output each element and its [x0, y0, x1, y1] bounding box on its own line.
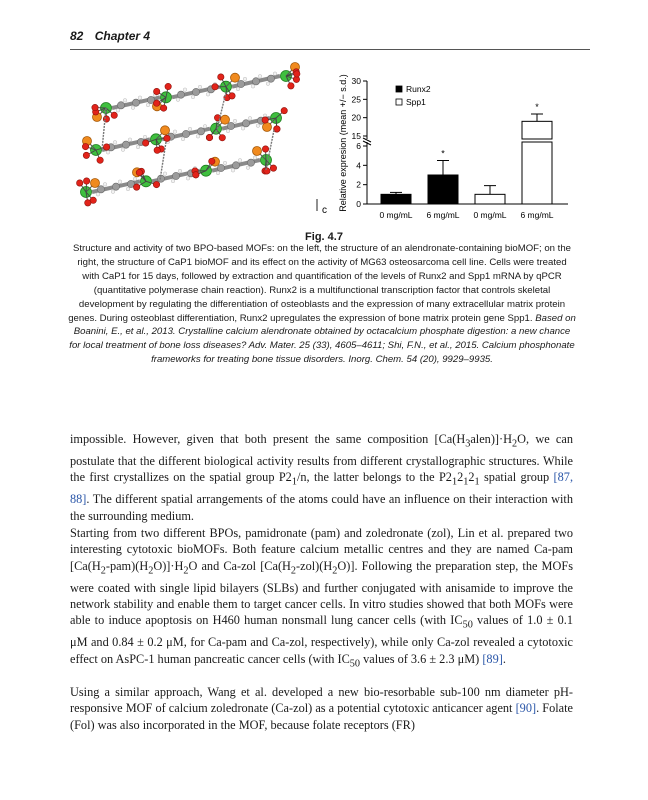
oxygen-atom [281, 107, 287, 113]
hydrogen-atom [178, 169, 182, 173]
oxygen-atom [219, 135, 225, 141]
caption-source: Based on Boanini, E., et al., 2013. Crystalline calcium alendronate obtained by octacalcium phosphate digestion: a new chance for local treatment of bone loss diseases? Adv. Mater. 25 (33), 4605–4611; Shi, F.N., et al., 2015. Calcium phosphonate frameworks for treating bone tissue disorders. Inorg. Chem. 54 (20), 9929–9935. [69, 312, 576, 366]
y-tick-label: 2 [356, 179, 361, 190]
oxygen-atom [206, 134, 212, 140]
y-tick-label: 0 [356, 199, 361, 209]
oxygen-atom [92, 104, 98, 110]
carbon-atom [132, 99, 139, 106]
oxygen-atom [83, 152, 89, 158]
oxygen-atom [153, 181, 159, 187]
oxygen-atom [153, 100, 159, 106]
carbon-atom [197, 128, 204, 135]
oxygen-atom [154, 147, 160, 153]
oxygen-atom [294, 71, 300, 77]
oxygen-atom [85, 200, 91, 206]
hydrogen-atom [203, 125, 207, 129]
hydrogen-atom [96, 193, 100, 197]
hydrogen-atom [226, 129, 230, 133]
bar-spp1 [475, 194, 505, 204]
legend-label-spp1: Spp1 [406, 97, 426, 107]
hydrogen-atom [241, 127, 245, 131]
bar-chart [338, 74, 568, 220]
hydrogen-atom [243, 77, 247, 81]
hydrogen-atom [251, 85, 255, 89]
oxygen-atom [97, 157, 103, 163]
oxygen-atom [165, 83, 171, 89]
page-number: 82 [70, 29, 84, 43]
hydrogen-atom [216, 171, 220, 175]
hydrogen-atom [133, 177, 137, 181]
x-tick-label: 6 mg/mL [426, 210, 460, 220]
paragraph-1: impossible. However, given that both present the same composition $[Ca(H_3alen)]\cdot H_2O$, we can postulate that the different biological activity results from different crystallographic structures. While the first crystallizes on the spatial group $P2_1/n$, the latter belongs to the $P2_12_12_1$ spatial group [87, 88]. The different spatial arrangements of the atoms could have an influence on their interaction with the surrounding medium. [70, 432, 574, 523]
hydrogen-atom [258, 75, 262, 79]
carbon-atom [177, 91, 184, 98]
hydrogen-atom [246, 166, 250, 170]
oxygen-atom [288, 83, 294, 89]
hydrogen-atom [128, 138, 132, 142]
hydrogen-atom [231, 169, 235, 173]
hydrogen-atom [136, 145, 140, 149]
carbon-atom [217, 164, 224, 171]
hydrogen-atom [176, 98, 180, 102]
hydrogen-atom [126, 187, 130, 191]
carbon-atom [237, 80, 244, 87]
oxygen-atom [212, 84, 218, 90]
legend-swatch-runx2 [396, 86, 402, 92]
oxygen-atom [153, 88, 159, 94]
chapter-title: Chapter 4 [94, 29, 151, 43]
hydrogen-atom [181, 137, 185, 141]
hydrogen-atom [191, 95, 195, 99]
hydrogen-atom [138, 96, 142, 100]
oxygen-atom [83, 178, 89, 184]
hydrogen-atom [173, 130, 177, 134]
citation-link-89[interactable]: [89] [482, 651, 503, 666]
carbon-atom [182, 130, 189, 137]
oxygen-atom [164, 135, 170, 141]
y-tick-label: 20 [351, 112, 361, 123]
oxygen-atom [160, 105, 166, 111]
figure-caption [68, 242, 576, 367]
y-tick-label: 30 [351, 76, 361, 86]
oxygen-atom [209, 158, 215, 164]
oxygen-atom [274, 126, 280, 132]
carbon-atom [247, 159, 254, 166]
hydrogen-atom [196, 135, 200, 139]
oxygen-atom [218, 74, 224, 80]
hydrogen-atom [103, 183, 107, 187]
legend-label-runx2: Runx2 [406, 84, 431, 94]
carbon-atom [117, 102, 124, 109]
hydrogen-atom [171, 179, 175, 183]
x-tick-label: 0 mg/mL [379, 210, 413, 220]
hydrogen-atom [266, 82, 270, 86]
bar-spp1-lower [522, 142, 552, 204]
oxygen-atom [103, 144, 109, 150]
legend-swatch-spp1 [396, 99, 402, 105]
oxygen-atom [262, 117, 268, 123]
hydrogen-atom [146, 103, 150, 107]
oxygen-atom [82, 143, 88, 149]
carbon-atom [122, 141, 129, 148]
hydrogen-atom [106, 151, 110, 155]
carbon-atom [97, 186, 104, 193]
oxygen-atom [229, 93, 235, 99]
carbon-atom [267, 75, 274, 82]
paragraph-3: Using a similar approach, Wang et al. developed a new bio-resorbable sub-100 nm diameter pH-responsive MOF of calcium zoledronate (Ca-zol) as a potential cytotoxic anticancer agent [90]. Folate (Fol) was also incorporated in the MOF, because folate receptors (FR) [70, 685, 573, 732]
oxygen-atom [136, 169, 142, 175]
hydrogen-atom [143, 135, 147, 139]
hydrogen-atom [188, 127, 192, 131]
significance-marker: * [535, 102, 539, 112]
figure-4-7 [0, 0, 648, 240]
y-axis-label: Relative expresion (mean +/− s.d.) [338, 74, 348, 212]
x-tick-label: 6 mg/mL [520, 210, 554, 220]
y-tick-label: 15 [351, 131, 361, 141]
caption-text: Structure and activity of two BPO-based MOFs: on the left, the structure of an alendronate-containing bioMOF; on the right, the structure of CaP1 bioMOF and its effect on the activity of MG63 osteosarcoma cell line. Cells were treated with CaP1 for 15 days, followed by extraction and quantification of the levels of Runx2 and Spp1 mRNA by qPCR (quantitative polymerase chain reaction). Runx2 is a multifunctional transcription factor that controls skeletal development by regulating the differentiation of osteoblasts and the expression of many extracellular matrix protein genes. During osteoblast differentiation, Runx2 upregulates the expression of bone matrix protein gene Spp1. [68, 243, 572, 324]
figure-label: Fig. 4.7 [305, 231, 343, 243]
bar-spp1-upper [522, 121, 552, 139]
hydrogen-atom [198, 85, 202, 89]
hydrogen-atom [248, 117, 252, 121]
x-tick-label: 0 mg/mL [473, 210, 507, 220]
phosphorus-atom [253, 147, 262, 156]
citation-link-87-88[interactable]: [87, 88] [70, 470, 574, 507]
y-tick-label: 6 [356, 141, 361, 151]
carbon-atom [172, 172, 179, 179]
oxygen-atom [193, 172, 199, 178]
hydrogen-atom [256, 124, 260, 128]
oxygen-atom [133, 184, 139, 190]
panel-letter-c: c [322, 205, 327, 216]
crystal-structure-image [76, 63, 300, 207]
hydrogen-atom [223, 161, 227, 165]
oxygen-atom [76, 180, 82, 186]
bar-runx2 [381, 194, 411, 204]
hydrogen-atom [233, 119, 237, 123]
significance-marker: * [441, 148, 445, 159]
hydrogen-atom [183, 88, 187, 92]
carbon-atom [242, 120, 249, 127]
phosphorus-atom [161, 126, 170, 135]
phosphorus-atom [91, 179, 100, 188]
hydrogen-atom [238, 159, 242, 163]
oxygen-atom [262, 146, 268, 152]
hydrogen-atom [111, 190, 115, 194]
oxygen-atom [111, 112, 117, 118]
hydrogen-atom [113, 141, 117, 145]
phosphorus-atom [221, 115, 230, 124]
hydrogen-atom [186, 177, 190, 181]
phosphorus-atom [231, 73, 240, 82]
y-tick-label: 25 [351, 94, 361, 105]
carbon-atom [252, 78, 259, 85]
carbon-atom [112, 183, 119, 190]
carbon-atom [227, 122, 234, 129]
hydrogen-atom [118, 180, 122, 184]
carbon-atom [192, 88, 199, 95]
oxygen-atom [142, 140, 148, 146]
hydrogen-atom [131, 106, 135, 110]
hydrogen-atom [253, 156, 257, 160]
hydrogen-atom [273, 72, 277, 76]
bar-runx2 [428, 175, 458, 204]
y-tick-label: 4 [356, 160, 361, 171]
oxygen-atom [270, 165, 276, 171]
citation-link-90[interactable]: [90] [515, 701, 537, 716]
hydrogen-atom [116, 109, 120, 113]
phosphorus-atom [263, 123, 272, 132]
hydrogen-atom [236, 87, 240, 91]
carbon-atom [232, 162, 239, 169]
hydrogen-atom [121, 148, 125, 152]
hydrogen-atom [163, 172, 167, 176]
paragraph-2: Starting from two different BPOs, pamidronate (pam) and zoledronate (zol), Lin et al. prepared two interesting cytotoxic bioMOFs. Both feature calcium metallic centres and they are named Ca-pam $[Ca(H_2-pam)(H_2O)]\cdot H_2O$ and Ca-zol $[Ca(H_2-zol)(H_2O)]$. Following the preparation step, the MOFs were coated with single lipid bilayers (SLBs) and further conjugated with anisamide to improve the network stability and enable them to target cancer cells. In vitro studies showed that both MOFs were able to induce apoptosis on H460 human nonsmall lung cancer cells (with $IC_{50}$ values of 1.0 ± 0.1 μM and 0.84 ± 0.2 μM, for Ca-pam and Ca-zol, respectively), while only Ca-zol revealed a cytotoxic effect on AsPC-1 human pancreatic cancer cells (with $IC_{50}$ values of 3.6 ± 2.3 μM) [89]. [70, 526, 573, 670]
hydrogen-atom [206, 93, 210, 97]
hydrogen-atom [123, 99, 127, 103]
